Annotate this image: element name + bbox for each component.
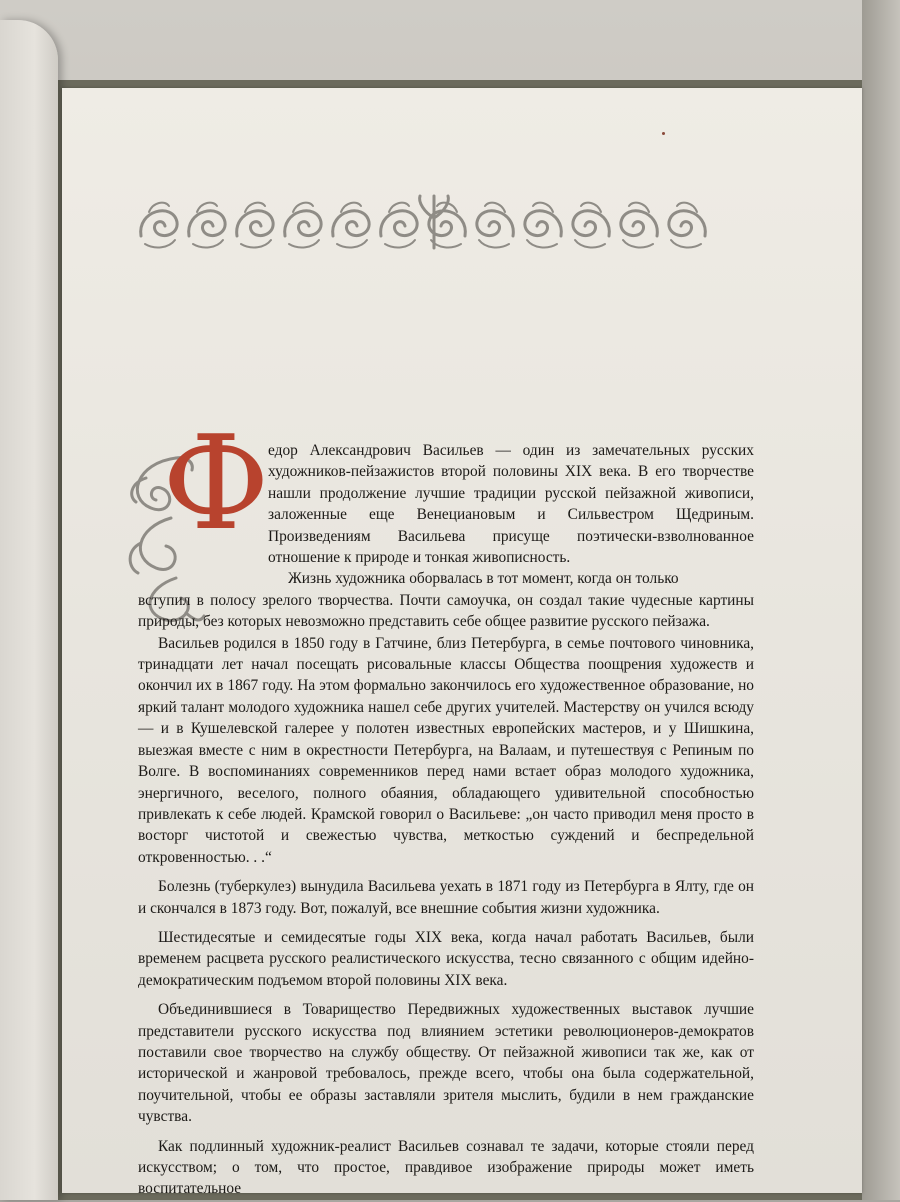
paragraph-intro: едор Александрович Васильев — один из замечательных русских художников-пейзажистов второй половины XIX века. В его творчестве нашли продолжение лучшие традиции русской пейзажной живописи, заложенные еще Венециановым и Сильвестром Щедриным. Произведениям Васильева присуще поэтически-взволнованное отношение к природе и тонкая живописность. — [268, 442, 754, 567]
left-page-edge — [0, 20, 58, 1200]
paragraph-peredvizhniki: Объединившиеся в Товарищество Передвижных художественных выставок лучшие представители русского искусства под влиянием эстетики революционеров-демократов поставили свое творчество на службу обществу. От пейзажной живописи так же, как от исторической и жанровой требовалось, прежде всего, чтобы она была содержательной, поучительной, чтобы ее образы заставляли зрителя мыслить, будили в нем гражданские чувства. — [138, 1001, 754, 1126]
body-text — [138, 440, 754, 1202]
book-page — [62, 88, 862, 1198]
paragraph-era: Шестидесятые и семидесятые годы XIX века, когда начал работать Васильев, были временем расцвета русского реалистического искусства, тесно связанного с общим идейно-демократическим подъемом второй половины XIX века. — [138, 928, 754, 989]
background-right — [862, 0, 900, 1200]
paragraph-realist: Как подлинный художник-реалист Васильев сознавал те задачи, которые стояли перед искусством; о том, что простое, правдивое изображение природы может иметь воспитательное — [138, 1137, 754, 1198]
paragraph-life-rest: вступил в полосу зрелого творчества. Почти самоучка, он создал такие чудесные картины природы, без которых невозможно представить себе общее развитие русского пейзажа. — [138, 591, 754, 631]
paragraph-illness: Болезнь (туберкулез) вынудила Васильева уехать в 1871 году из Петербурга в Ялту, где он и скончался в 1873 году. Вот, пожалуй, все внешние события жизни художника. — [138, 878, 754, 917]
acanthus-border-icon — [134, 188, 734, 260]
ink-speck — [662, 132, 665, 135]
drop-cap-letter: Ф — [162, 407, 270, 559]
opening-block — [268, 440, 754, 590]
paragraph-biography: Васильев родился в 1850 году в Гатчине, близ Петербурга, в семье почтового чиновника, тринадцати лет начал посещать рисовальные классы Общества поощрения художеств и окончил их в 1867 году. На этом формально закончилось его художественное образование, но яркий талант молодого художника нашел себе других учителей. Мастерству он учился всюду — и в Кушелевской галерее у полотен известных европейских мастеров, и у Шишкина, выезжая вместе с ним в окрестности Петербурга, на Валаам, и путешествуя с Репиным по Волге. В воспоминаниях современников перед нами встает образ молодого художника, энергичного, веселого, полного обаяния, обладающего удивительной способностью привлекать к себе людей. Крамской говорил о Васильеве: „он часто приводил меня просто в восторг чистотой и свежестью чувства, меткостью суждений и беспредельной откровенностью. . .“ — [138, 634, 754, 866]
paragraph-life-start: Жизнь художника оборвалась в тот момент, когда он только — [288, 570, 679, 588]
